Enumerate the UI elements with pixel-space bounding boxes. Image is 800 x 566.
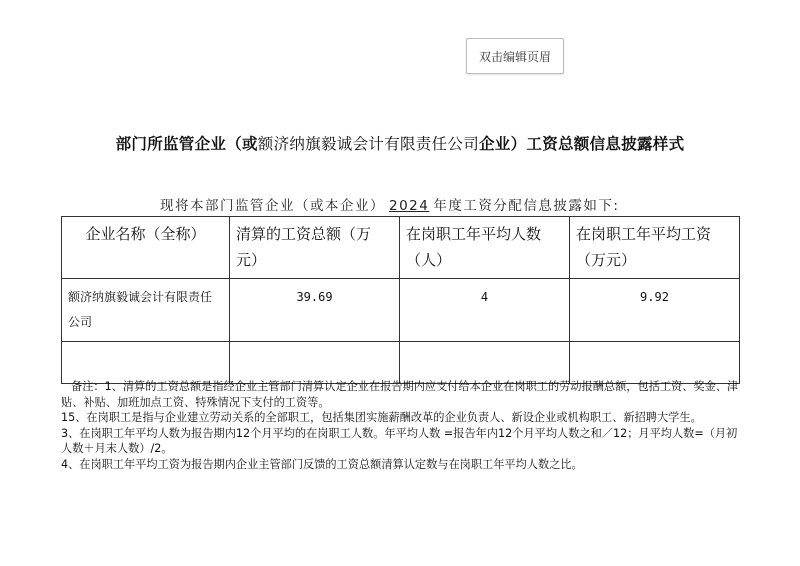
note-3: 3、在岗职工年平均人数为报告期内12个月平均的在岗职工人数。年平均人数 =报告年内12个月平均人数之和／12；月平均人数=（月初人数＋月末人数）/2。	[61, 426, 738, 456]
cell-total-wages: 39.69	[230, 279, 400, 342]
title-suffix: 企业）工资总额信息披露样式	[479, 135, 685, 153]
edit-header-button[interactable]: 双击编辑页眉	[466, 38, 564, 74]
header-company-name: 企业名称（全称）	[62, 217, 230, 279]
intro-after: 年度工资分配信息披露如下:	[433, 198, 620, 214]
title-company: 额济纳旗毅诚会计有限责任公司	[257, 135, 479, 153]
title-prefix: 部门所监管企业（或	[115, 135, 258, 153]
note-4: 4、在岗职工年平均工资为报告期内企业主管部门反馈的工资总额清算认定数与在岗职工年平均人数之比。	[61, 457, 583, 471]
cell-company-name: 额济纳旗毅诚会计有限责任公司	[62, 279, 230, 342]
empty-cell	[570, 342, 740, 384]
empty-cell	[400, 342, 570, 384]
intro-line	[160, 194, 619, 214]
note-2: 15、在岗职工是指与企业建立劳动关系的全部职工，包括集团实施薪酬改革的企业负责人、新设企业或机构职工、新招聘大学生。	[61, 411, 702, 425]
footnotes	[61, 379, 746, 473]
note-1: 备注：1、清算的工资总额是指经企业主管部门清算认定企业在报告期内应支付给本企业在岗职工的劳动报酬总额，包括工资、奖金、津贴、补贴、加班加点工资、特殊情况下支付的工资等。	[61, 380, 739, 409]
cell-avg-headcount: 4	[400, 279, 570, 342]
table-header-row	[62, 217, 740, 279]
table-row-empty	[62, 342, 740, 384]
table-row	[62, 279, 740, 342]
wage-disclosure-table	[61, 216, 740, 384]
header-total-wages: 清算的工资总额（万元）	[230, 217, 400, 279]
intro-before: 现将本部门监管企业（或本企业）	[160, 198, 385, 214]
page-title	[0, 132, 800, 154]
empty-cell	[230, 342, 400, 384]
header-avg-headcount: 在岗职工年平均人数（人）	[400, 217, 570, 279]
cell-avg-wage: 9.92	[570, 279, 740, 342]
intro-year: 2024	[389, 198, 430, 214]
header-avg-wage: 在岗职工年平均工资（万元）	[570, 217, 740, 279]
empty-cell	[62, 342, 230, 384]
